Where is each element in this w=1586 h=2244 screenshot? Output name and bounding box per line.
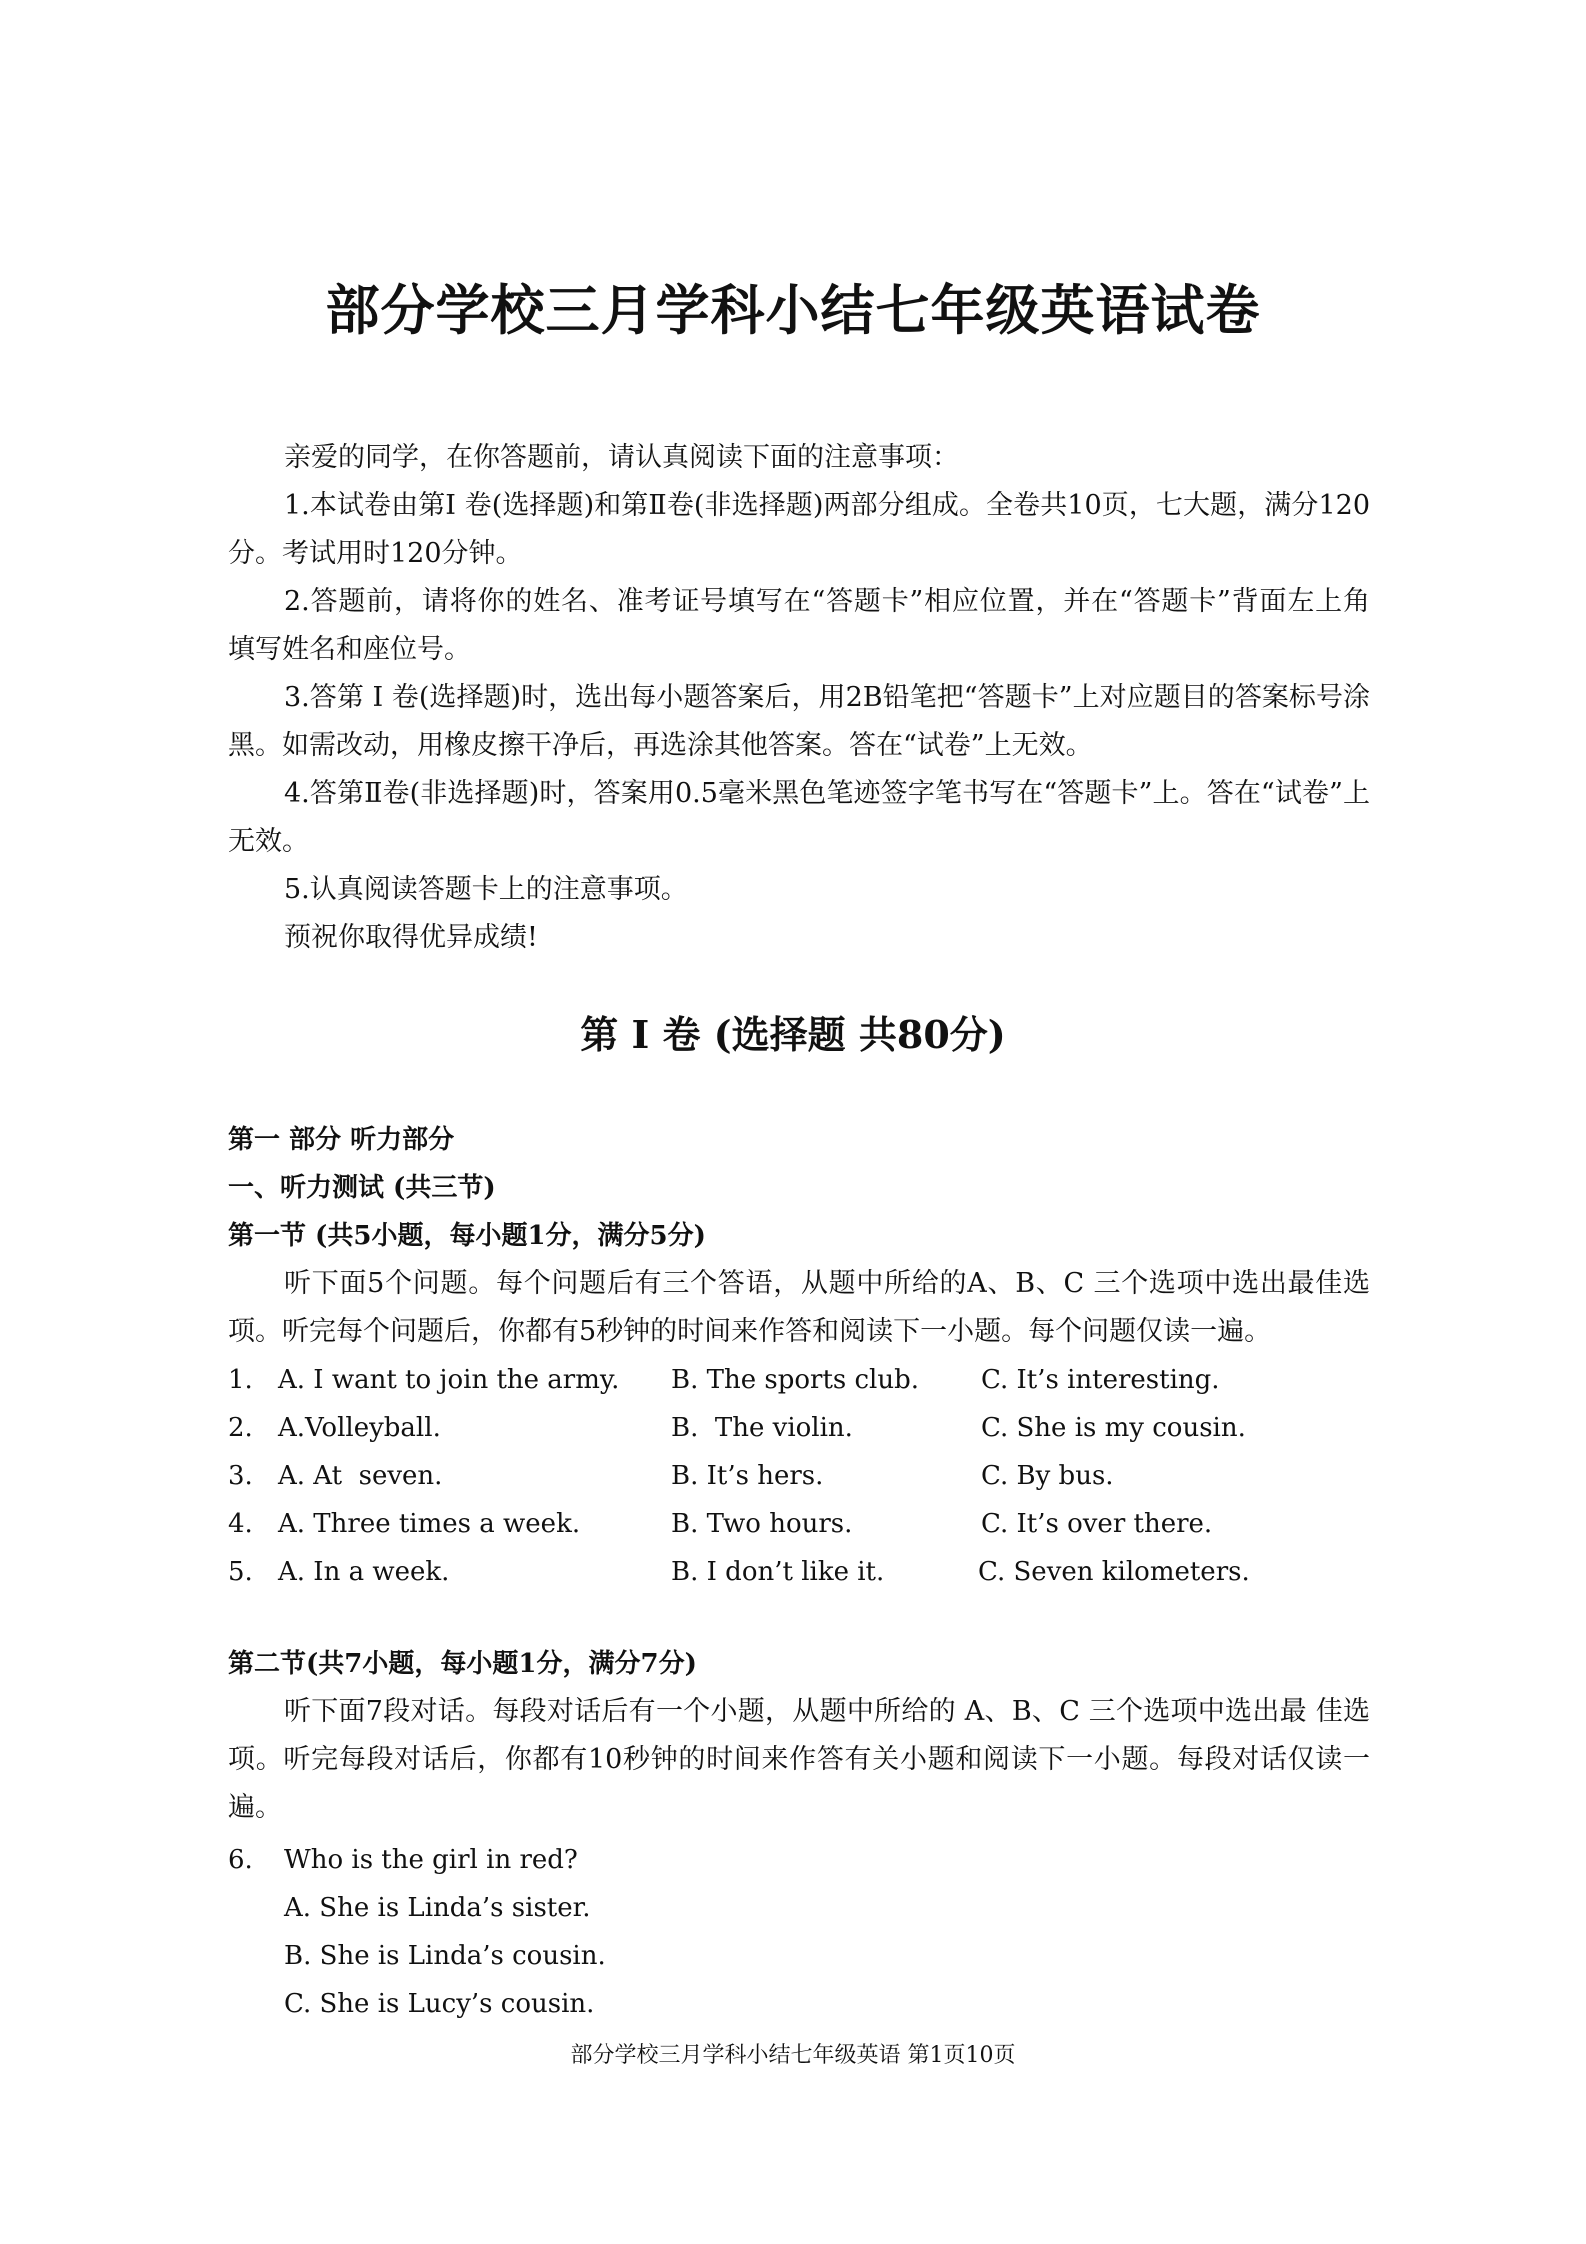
option-a: A. In a week. (278, 1557, 450, 1587)
option-a: A. Three times a week. (278, 1509, 581, 1539)
question-number: 2. (228, 1413, 253, 1443)
notice-item-4: 4.答第Ⅱ卷(非选择题)时，答案用0.5毫米黑色笔迹签字笔书写在“答题卡”上。答在“试卷”上无效。 (228, 778, 1370, 857)
option-b: B. I don’t like it. (671, 1557, 885, 1587)
section2-heading: 第二节(共7小题，每小题1分，满分7分) (228, 1649, 697, 1679)
question-stem: Who is the girl in red? (284, 1845, 578, 1875)
part-heading: 第一 部分 听力部分 (228, 1125, 455, 1155)
notice-item-3: 3.答第 I 卷(选择题)时，选出每小题答案后，用2B铅笔把“答题卡”上对应题目的答案标号涂黑。如需改动，用橡皮擦干净后，再选涂其他答案。答在“试卷”上无效。 (228, 682, 1370, 761)
question-row (228, 1836, 1370, 1884)
question-row (228, 1500, 1370, 1548)
page-title: 部分学校三月学科小结七年级英语试卷 (325, 279, 1261, 342)
page-footer: 部分学校三月学科小结七年级英语 第1页10页 (570, 2043, 1016, 2068)
question-number: 1. (228, 1365, 253, 1395)
question-row (228, 1404, 1370, 1452)
option-c: C. She is Lucy’s cousin. (284, 1989, 595, 2019)
question-row (228, 1548, 1370, 1596)
option-c: C. It’s interesting. (981, 1365, 1220, 1395)
option-c: C. She is my cousin. (981, 1413, 1246, 1443)
question-number: 4. (228, 1509, 253, 1539)
option-a: A. At seven. (278, 1461, 443, 1491)
listening-heading: 一、听力测试 (共三节) (228, 1173, 496, 1203)
option-c: C. By bus. (981, 1461, 1114, 1491)
notice-item-1: 1.本试卷由第I 卷(选择题)和第Ⅱ卷(非选择题)两部分组成。全卷共10页，七大题，满分120分。考试用时120分钟。 (228, 490, 1370, 569)
notice-item-5: 5.认真阅读答题卡上的注意事项。 (284, 874, 688, 905)
notice-wish: 预祝你取得优异成绩! (284, 922, 538, 953)
volume-title: 第 I 卷 (选择题 共80分) (580, 1012, 1006, 1057)
option-b: B. The violin. (671, 1413, 853, 1443)
notice-intro: 亲爱的同学，在你答题前，请认真阅读下面的注意事项： (284, 442, 959, 473)
option-b: B. Two hours. (671, 1509, 853, 1539)
question-number: 5. (228, 1557, 253, 1587)
question-number: 6. (228, 1845, 253, 1875)
option-b: B. It’s hers. (671, 1461, 824, 1491)
section2-instructions: 听下面7段对话。每段对话后有一个小题，从题中所给的 A、B、C 三个选项中选出最 佳选项。听完每段对话后，你都有10秒钟的时间来作答有关小题和阅读下一小题。每段对话仅读一遍。 (228, 1696, 1370, 1823)
section1-instructions: 听下面5个问题。每个问题后有三个答语，从题中所给的A、B、C 三个选项中选出最佳选项。听完每个问题后，你都有5秒钟的时间来作答和阅读下一小题。每个问题仅读一遍。 (228, 1268, 1370, 1347)
option-a: A. I want to join the army. (278, 1365, 620, 1395)
option-b: B. The sports club. (671, 1365, 920, 1395)
question-number: 3. (228, 1461, 253, 1491)
section1-heading: 第一节 (共5小题，每小题1分，满分5分) (228, 1221, 706, 1251)
question-row (228, 1452, 1370, 1500)
option-c: C. It’s over there. (981, 1509, 1213, 1539)
option-a: A. She is Linda’s sister. (284, 1893, 591, 1923)
question-row (228, 1356, 1370, 1404)
option-c: C. Seven kilometers. (978, 1557, 1250, 1587)
option-a: A.Volleyball. (278, 1413, 441, 1443)
notice-item-2: 2.答题前，请将你的姓名、准考证号填写在“答题卡”相应位置，并在“答题卡”背面左上角 填写姓名和座位号。 (228, 586, 1370, 665)
option-b: B. She is Linda’s cousin. (284, 1941, 606, 1971)
